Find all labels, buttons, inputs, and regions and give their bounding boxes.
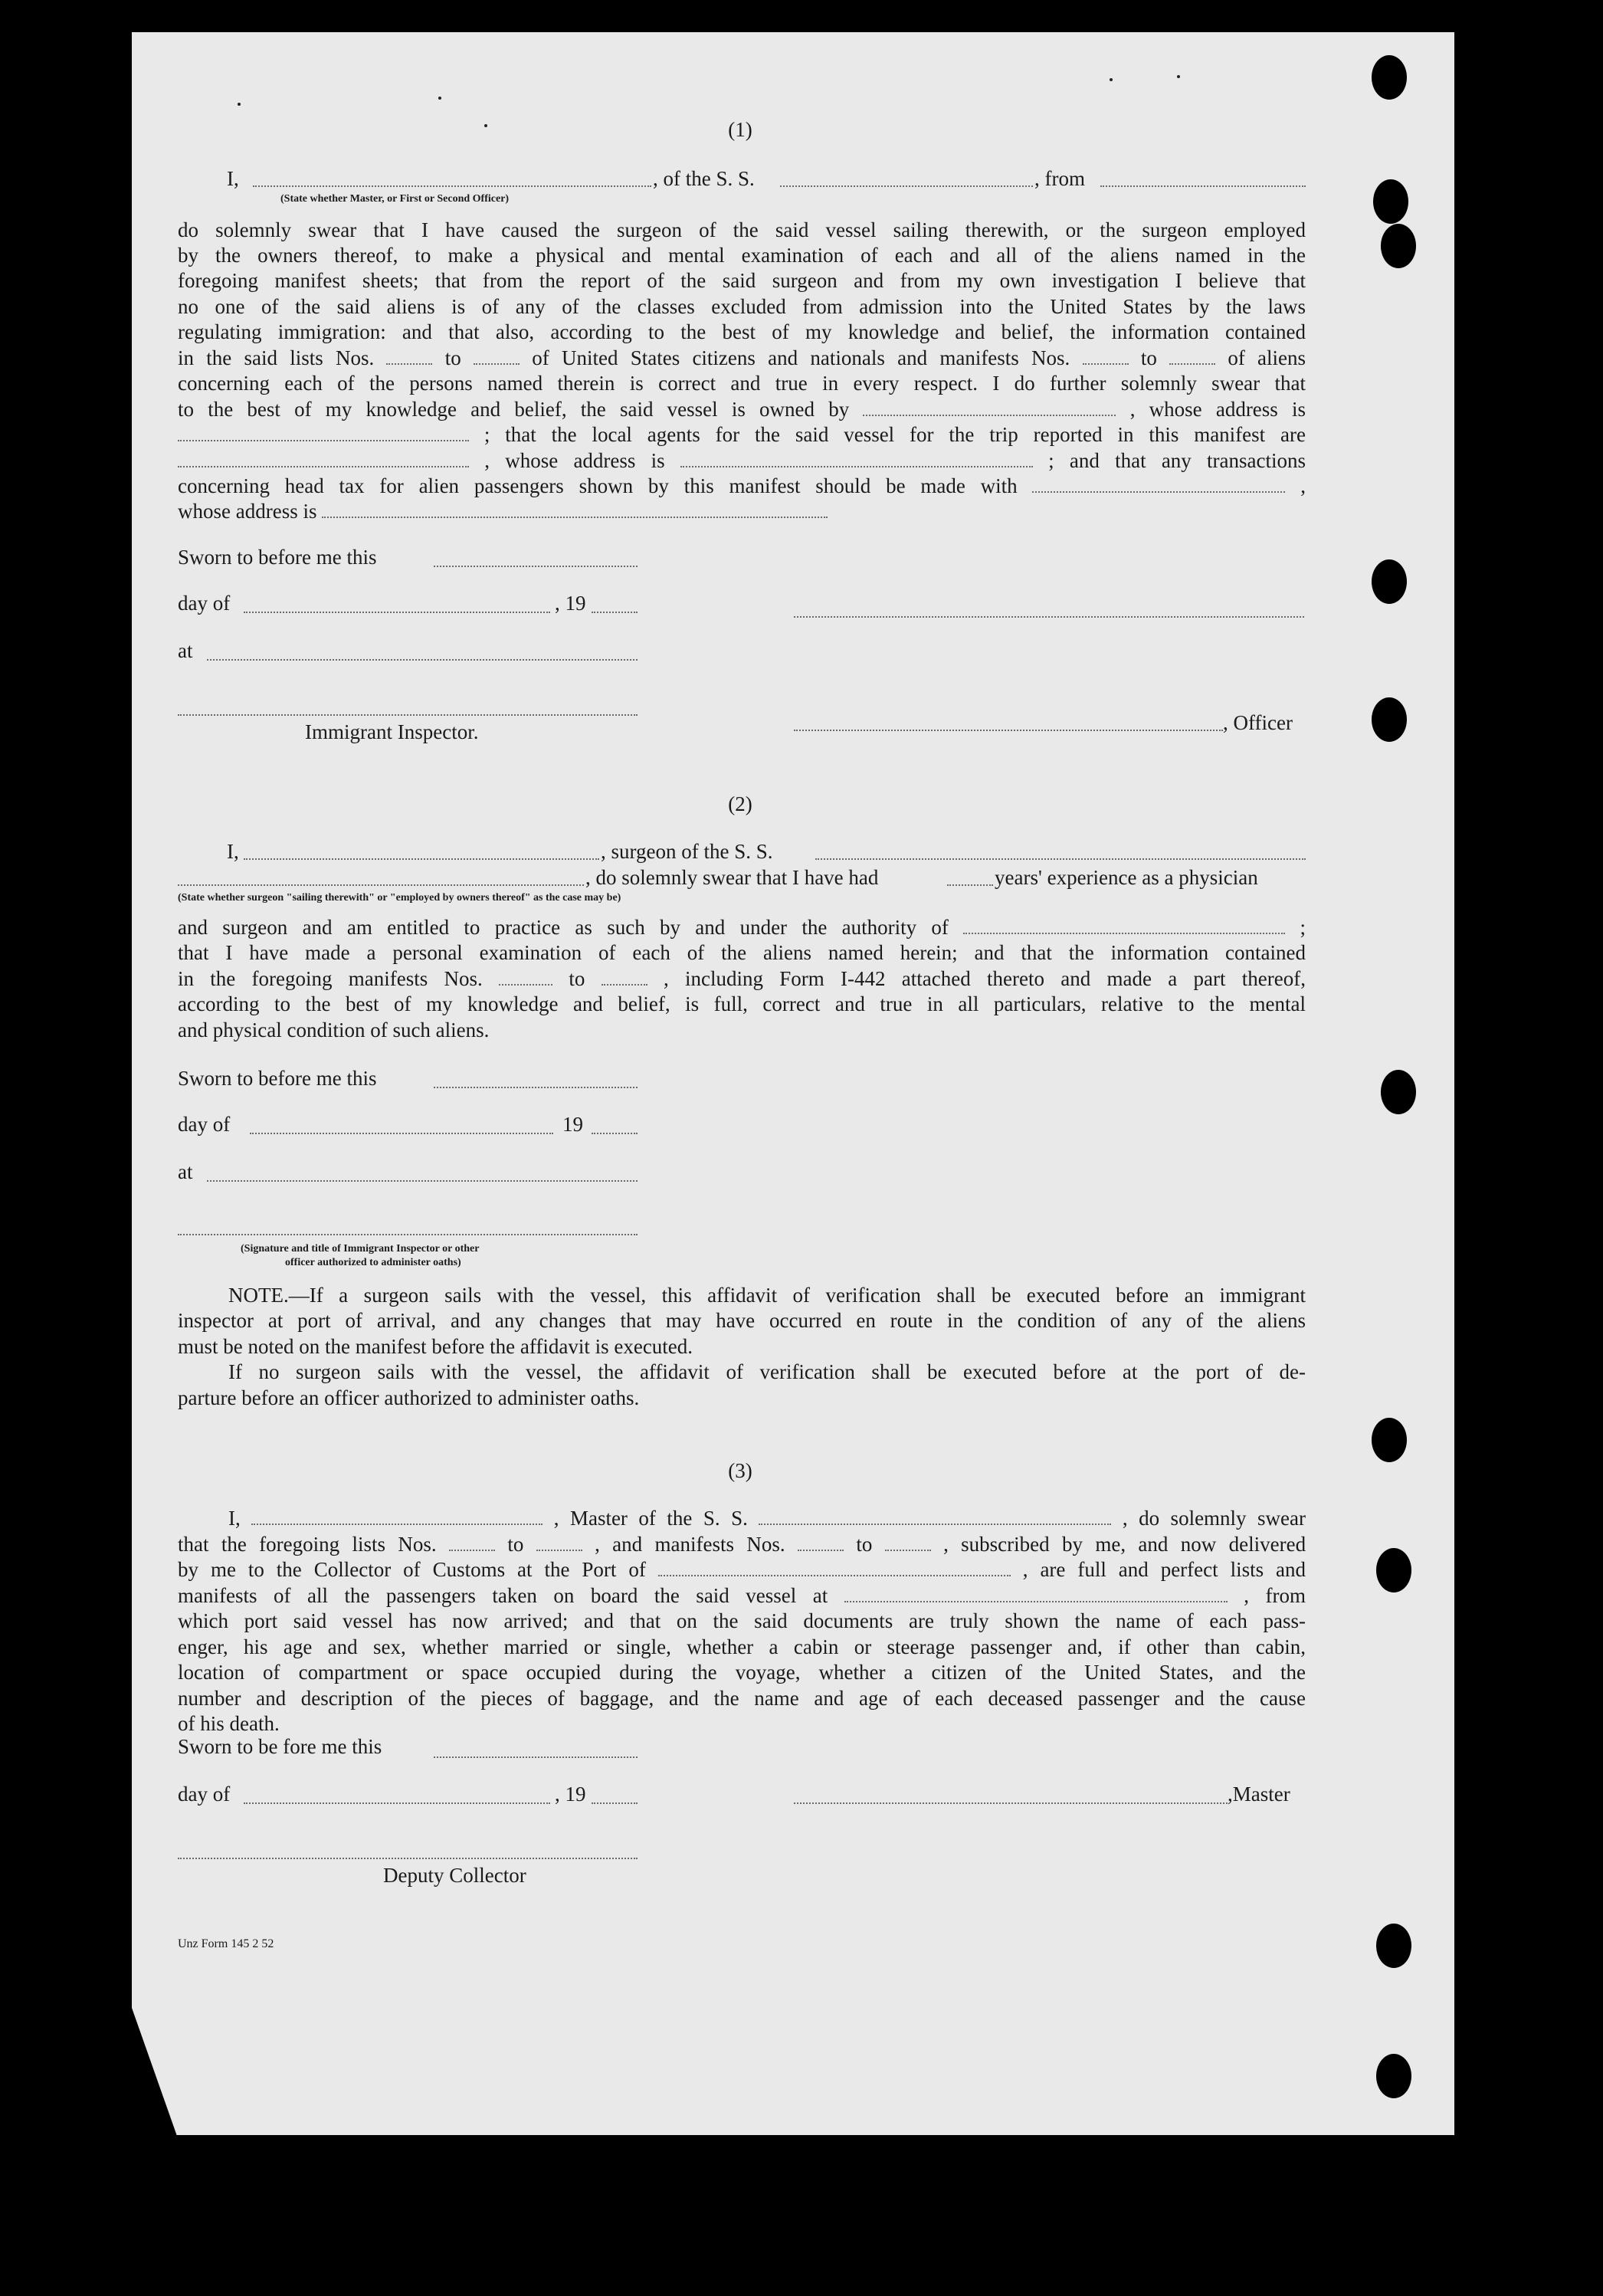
speck xyxy=(238,103,241,106)
deputy-signature-field[interactable] xyxy=(178,1858,638,1859)
from-port-field[interactable] xyxy=(1100,185,1306,187)
punch-hole xyxy=(1372,697,1407,742)
master-oath-line: of his death. xyxy=(178,1712,280,1735)
at-label: at xyxy=(178,1160,193,1183)
vessel-name-field[interactable] xyxy=(780,185,1033,187)
owner-field[interactable] xyxy=(863,399,1116,416)
section-2-number: (2) xyxy=(728,792,752,815)
surgeon-of-ss-label: , surgeon of the S. S. xyxy=(601,840,773,863)
oath-line: regulating immigration: and that also, according to the best of my knowledge and belief, the information contained xyxy=(178,320,1306,343)
manifest-nos-line: in the foregoing manifests Nos. to , including Form I-442 attached thereto and made a part thereof, xyxy=(178,967,1306,990)
punch-hole xyxy=(1372,55,1407,100)
port-line: by me to the Collector of Customs at the Port of , are full and perfect lists and xyxy=(178,1558,1306,1581)
note-line: inspector at port of arrival, and any changes that may have occurred en route in the condition of any of the aliens xyxy=(178,1309,1306,1332)
oath-line: by the owners thereof, to make a physical and mental examination of each and all of the aliens named in the xyxy=(178,244,1306,267)
year-field[interactable] xyxy=(592,612,638,613)
oath-line: foregoing manifest sheets; that from the report of the said surgeon and from my own investigation I believe that xyxy=(178,269,1306,292)
note-line: NOTE.—If a surgeon sails with the vessel, this affidavit of verification shall be executed before an immigrant xyxy=(228,1284,1306,1307)
note-line: If no surgeon sails with the vessel, the affidavit of verification shall be executed before at the port of de- xyxy=(228,1360,1306,1383)
day-of-label: day of xyxy=(178,1783,231,1806)
day-of-label: day of xyxy=(178,1113,231,1136)
list-from-field[interactable] xyxy=(386,348,432,365)
surgeon-status-field[interactable] xyxy=(178,884,584,886)
swear-experience-label: , do solemnly swear that I have had xyxy=(585,866,879,889)
master-oath-line: which port said vessel has now arrived; and that on the said documents are truly shown the name of each pass- xyxy=(178,1609,1306,1632)
port-field[interactable] xyxy=(658,1560,1011,1576)
of-the-ss-label: , of the S. S. xyxy=(653,167,755,190)
surgeon-name-field[interactable] xyxy=(244,858,599,860)
speck xyxy=(484,124,487,127)
surgeon-vessel-field[interactable] xyxy=(815,858,1306,860)
surgeon-manifest-from-field[interactable] xyxy=(499,969,552,986)
lists-nos-line: in the said lists Nos. to of United States citizens and nationals and manifests Nos. to of aliens xyxy=(178,346,1306,369)
speck xyxy=(1177,75,1180,78)
certifier-note: (Signature and title of Immigrant Inspector or other xyxy=(241,1243,480,1255)
master-name-field[interactable] xyxy=(251,1508,543,1525)
master-oath-line: enger, his age and sex, whether married or single, whether a cabin or steerage passenger and, if other than cabin, xyxy=(178,1635,1306,1658)
section-1-number: (1) xyxy=(728,118,752,141)
day-of-label: day of xyxy=(178,592,231,615)
sworn-day-field[interactable] xyxy=(434,1087,638,1088)
punch-hole xyxy=(1376,1924,1411,1968)
master-signature-field[interactable] xyxy=(794,1802,1228,1804)
officer-signature-field[interactable] xyxy=(794,616,1304,618)
officer-title-field[interactable] xyxy=(794,730,1223,731)
year-label: , 19 xyxy=(555,1783,586,1806)
agents-address-line: , whose address is ; and that any transactions xyxy=(178,448,1306,474)
speck xyxy=(438,97,441,100)
agents-field[interactable] xyxy=(178,451,469,467)
certifier-note: officer authorized to administer oaths) xyxy=(285,1257,461,1268)
owner-address-field[interactable] xyxy=(178,425,469,441)
manifests-to-field[interactable] xyxy=(885,1534,931,1551)
surgeon-status-note: (State whether surgeon "sailing therewith" or "employed by owners thereof" as the case may be) xyxy=(178,892,621,904)
speck xyxy=(1110,78,1113,81)
oath-line: do solemnly swear that I have caused the surgeon of the said vessel sailing therewith, or the surgeon employed xyxy=(178,218,1306,241)
immigrant-inspector-label: Immigrant Inspector. xyxy=(305,720,479,743)
surgeon-i: I, xyxy=(227,840,239,863)
agents-address-field[interactable] xyxy=(680,451,1033,467)
manifest-from-field[interactable] xyxy=(1083,348,1129,365)
from-label: , from xyxy=(1034,167,1085,190)
master-line: I, , Master of the S. S. , do solemnly swear xyxy=(228,1507,1306,1530)
punch-hole xyxy=(1376,2054,1411,2098)
year-field[interactable] xyxy=(592,1133,638,1134)
place-field[interactable] xyxy=(207,1180,638,1182)
surgeon-oath-line: that I have made a personal examination of each of the aliens named herein; and that the information contained xyxy=(178,941,1306,964)
page-corner-fold xyxy=(132,2008,178,2138)
affiant-i: I, xyxy=(227,167,239,190)
lists-line: that the foregoing lists Nos. to , and manifests Nos. to , subscribed by me, and now delivered xyxy=(178,1533,1306,1556)
authority-line: and surgeon and am entitled to practice as such by and under the authority of ; xyxy=(178,916,1306,939)
master-oath-line: location of compartment or space occupied during the voyage, whether a citizen of the United States, and the xyxy=(178,1661,1306,1684)
month-field[interactable] xyxy=(250,1133,553,1134)
master-label: ,Master xyxy=(1228,1783,1290,1806)
punch-hole xyxy=(1373,179,1408,224)
form-number: Unz Form 145 2 52 xyxy=(178,1937,274,1950)
sworn-label: Sworn to be fore me this xyxy=(178,1735,382,1758)
head-tax-address-line: whose address is xyxy=(178,499,1306,525)
section-3-number: (3) xyxy=(728,1459,752,1482)
inspector-signature-field[interactable] xyxy=(178,714,638,716)
note-line: must be noted on the manifest before the affidavit is executed. xyxy=(178,1335,693,1358)
agents-line: ; that the local agents for the said vessel for the trip reported in this manifest are xyxy=(178,422,1306,448)
years-field[interactable] xyxy=(947,884,993,886)
sworn-label: Sworn to before me this xyxy=(178,1067,377,1090)
month-field[interactable] xyxy=(244,612,550,613)
officer-rank-note: (State whether Master, or First or Second Officer) xyxy=(280,193,510,205)
officer-label: , Officer xyxy=(1223,711,1293,734)
sworn-day-field[interactable] xyxy=(434,1756,638,1758)
master-vessel-field[interactable] xyxy=(759,1508,1111,1525)
list-to-field[interactable] xyxy=(474,348,520,365)
lists-to-field[interactable] xyxy=(536,1534,582,1551)
punch-hole xyxy=(1376,1548,1411,1592)
embark-line: manifests of all the passengers taken on board the said vessel at , from xyxy=(178,1584,1306,1607)
lists-from-field[interactable] xyxy=(449,1534,495,1551)
manifests-from-field[interactable] xyxy=(798,1534,844,1551)
surgeon-oath-line: and physical condition of such aliens. xyxy=(178,1018,490,1041)
year-field[interactable] xyxy=(592,1802,638,1804)
sworn-day-field[interactable] xyxy=(434,566,638,567)
at-label: at xyxy=(178,639,193,662)
authority-field[interactable] xyxy=(963,917,1285,934)
head-tax-line: concerning head tax for alien passengers shown by this manifest should be made with , xyxy=(178,474,1306,497)
officer-name-field[interactable] xyxy=(253,185,651,187)
punch-hole xyxy=(1372,1418,1407,1462)
embark-port-field[interactable] xyxy=(844,1586,1228,1602)
head-tax-address-field[interactable] xyxy=(322,501,828,518)
years-experience-label: years' experience as a physician xyxy=(995,866,1258,889)
sworn-label: Sworn to before me this xyxy=(178,546,377,569)
oath-line: concerning each of the persons named therein is correct and true in every respect. I do further solemnly swear that xyxy=(178,372,1306,395)
punch-hole xyxy=(1381,1070,1416,1114)
head-tax-party-field[interactable] xyxy=(1032,476,1285,493)
month-field[interactable] xyxy=(244,1802,550,1804)
surgeon-oath-line: according to the best of my knowledge and belief, is full, correct and true in all particulars, relative to the mental xyxy=(178,992,1306,1015)
deputy-collector-label: Deputy Collector xyxy=(383,1864,526,1887)
oath-line: no one of the said aliens is of any of the classes excluded from admission into the United States by the laws xyxy=(178,295,1306,318)
punch-hole xyxy=(1372,559,1407,604)
punch-hole xyxy=(1381,224,1416,268)
note-line: parture before an officer authorized to administer oaths. xyxy=(178,1386,640,1409)
certifier-signature-field[interactable] xyxy=(178,1234,638,1235)
year-label: , 19 xyxy=(555,592,586,615)
master-oath-line: number and description of the pieces of baggage, and the name and age of each deceased passenger and the cause xyxy=(178,1687,1306,1710)
year-label: 19 xyxy=(562,1113,583,1136)
owner-line: to the best of my knowledge and belief, the said vessel is owned by , whose address is xyxy=(178,398,1306,421)
place-field[interactable] xyxy=(207,659,638,661)
surgeon-manifest-to-field[interactable] xyxy=(602,969,647,986)
manifest-to-field[interactable] xyxy=(1169,348,1215,365)
